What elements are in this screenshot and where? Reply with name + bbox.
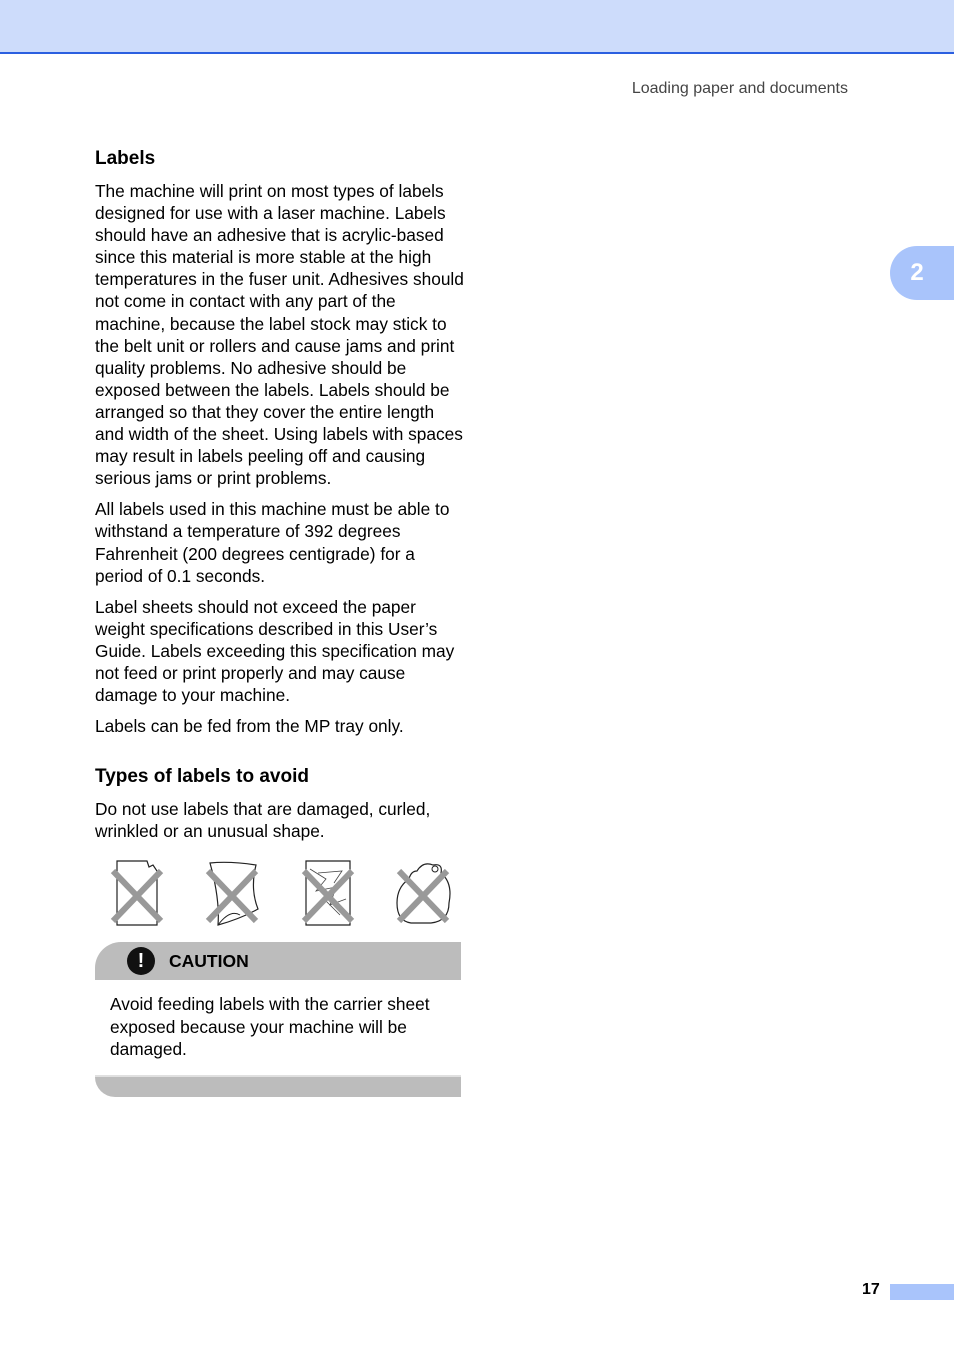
caution-text: Avoid feeding labels with the carrier sheet exposed because your machine will be damaged.: [110, 994, 430, 1059]
caution-header: [95, 942, 461, 980]
unusual-shape-label-icon: [391, 859, 455, 927]
avoid-paragraph: Do not use labels that are damaged, curled, wrinkled or an unusual shape.: [95, 799, 431, 842]
avoid-heading: Types of labels to avoid: [95, 766, 309, 788]
labels-heading: Labels: [95, 148, 156, 169]
page-number-band: [890, 1284, 954, 1300]
chapter-tab: [890, 246, 954, 300]
chapter-number: 2: [910, 259, 924, 286]
caution-label: CAUTION: [169, 950, 249, 971]
main-content: [95, 147, 465, 1097]
caution-box: [95, 942, 461, 1096]
page-number: 17: [862, 1281, 880, 1298]
labels-paragraph-1: The machine will print on most types of labels designed for use with a laser machine. Labels should have an adhesive that is acrylic-based since this material is more stable at the high temperatures in the fuser unit. Adhesives should not come in contact with any part of the machine, because the label stock may stick to the belt unit or rollers and cause jams and print quality problems. No adhesive should be exposed between the labels. Labels should be arranged so that they cover the entire length and width of the sheet. Using labels with spaces may result in labels peeling off and causing serious jams or print problems.: [95, 181, 464, 489]
caution-footer-bar: [95, 1075, 461, 1097]
label-figures: [105, 858, 455, 928]
running-header: Loading paper and documents: [631, 80, 848, 97]
exclamation-icon: !: [127, 947, 155, 975]
damaged-label-icon: [105, 859, 169, 927]
curled-label-icon: [200, 859, 264, 927]
labels-paragraph-4: Labels can be fed from the MP tray only.: [95, 716, 404, 737]
wrinkled-label-icon: [296, 859, 360, 927]
labels-paragraph-3: Label sheets should not exceed the paper weight specifications described in this User’s Guide. Labels exceeding this specification may not feed or print properly and may cause damage to your machine.: [95, 596, 455, 706]
labels-paragraph-2: All labels used in this machine must be able to withstand a temperature of 392 degrees Fahrenheit (200 degrees centigrade) for a period of 0.1 seconds.: [95, 499, 450, 586]
top-header-band: [0, 0, 954, 54]
